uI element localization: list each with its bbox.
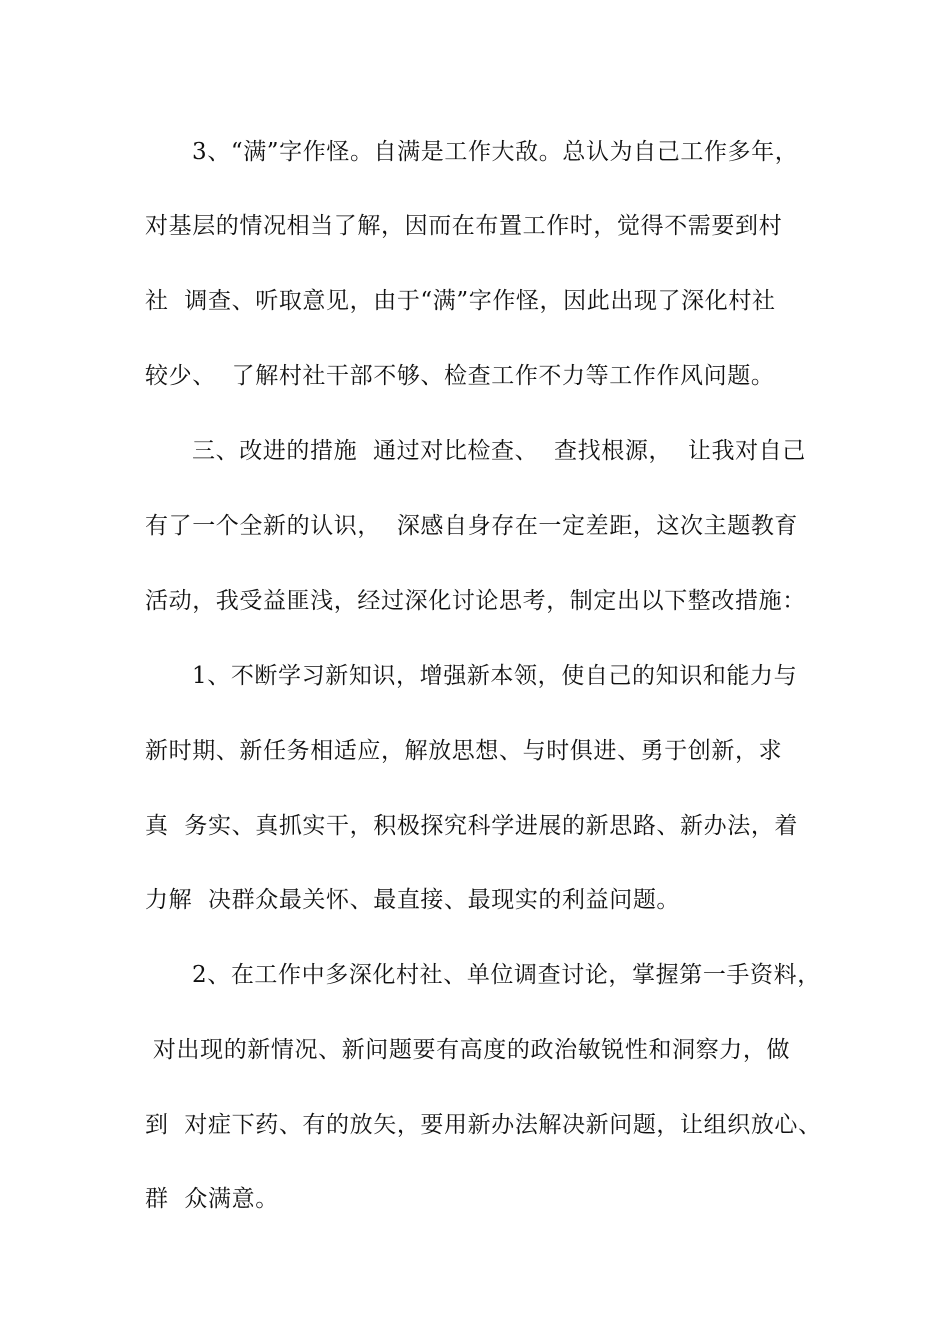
text-line-11: 力解 决群众最关怀、最直接、最现实的利益问题。 xyxy=(145,887,681,913)
text-line-8: 1、不断学习新知识，增强新本领，使自己的知识和能力与 xyxy=(192,663,798,689)
text-line-13: 对出现的新情况、新问题要有高度的政治敏锐性和洞察力，做 xyxy=(145,1037,791,1063)
text-line-1: 3、“满”字作怪。自满是工作大敌。总认为自己工作多年， xyxy=(192,139,799,165)
text-line-6: 有了一个全新的认识， 深感自身存在一定差距，这次主题教育 xyxy=(145,513,799,539)
text-line-14: 到 对症下药、有的放矢，要用新办法解决新问题，让组织放心、 xyxy=(145,1112,822,1138)
text-line-12: 2、在工作中多深化村社、单位调查讨论，掌握第一手资料， xyxy=(192,962,821,988)
text-line-2: 对基层的情况相当了解，因而在布置工作时，觉得不需要到村 xyxy=(145,213,783,239)
text-line-4: 较少、 了解村社干部不够、检查工作不力等工作作风问题。 xyxy=(145,363,775,389)
text-line-7: 活动，我受益匪浅，经过深化讨论思考，制定出以下整改措施： xyxy=(145,588,806,614)
text-line-15: 群 众满意。 xyxy=(145,1186,279,1212)
text-line-9: 新时期、新任务相适应，解放思想、与时俱进、勇于创新，求 xyxy=(145,738,783,764)
text-line-5: 三、改进的措施 通过对比检查、 查找根源， 让我对自己 xyxy=(192,438,806,464)
text-line-3: 社 调查、听取意见，由于“满”字作怪，因此出现了深化村社 xyxy=(145,288,776,314)
text-line-10: 真 务实、真抓实干，积极探究科学进展的新思路、新办法，着 xyxy=(145,813,799,839)
